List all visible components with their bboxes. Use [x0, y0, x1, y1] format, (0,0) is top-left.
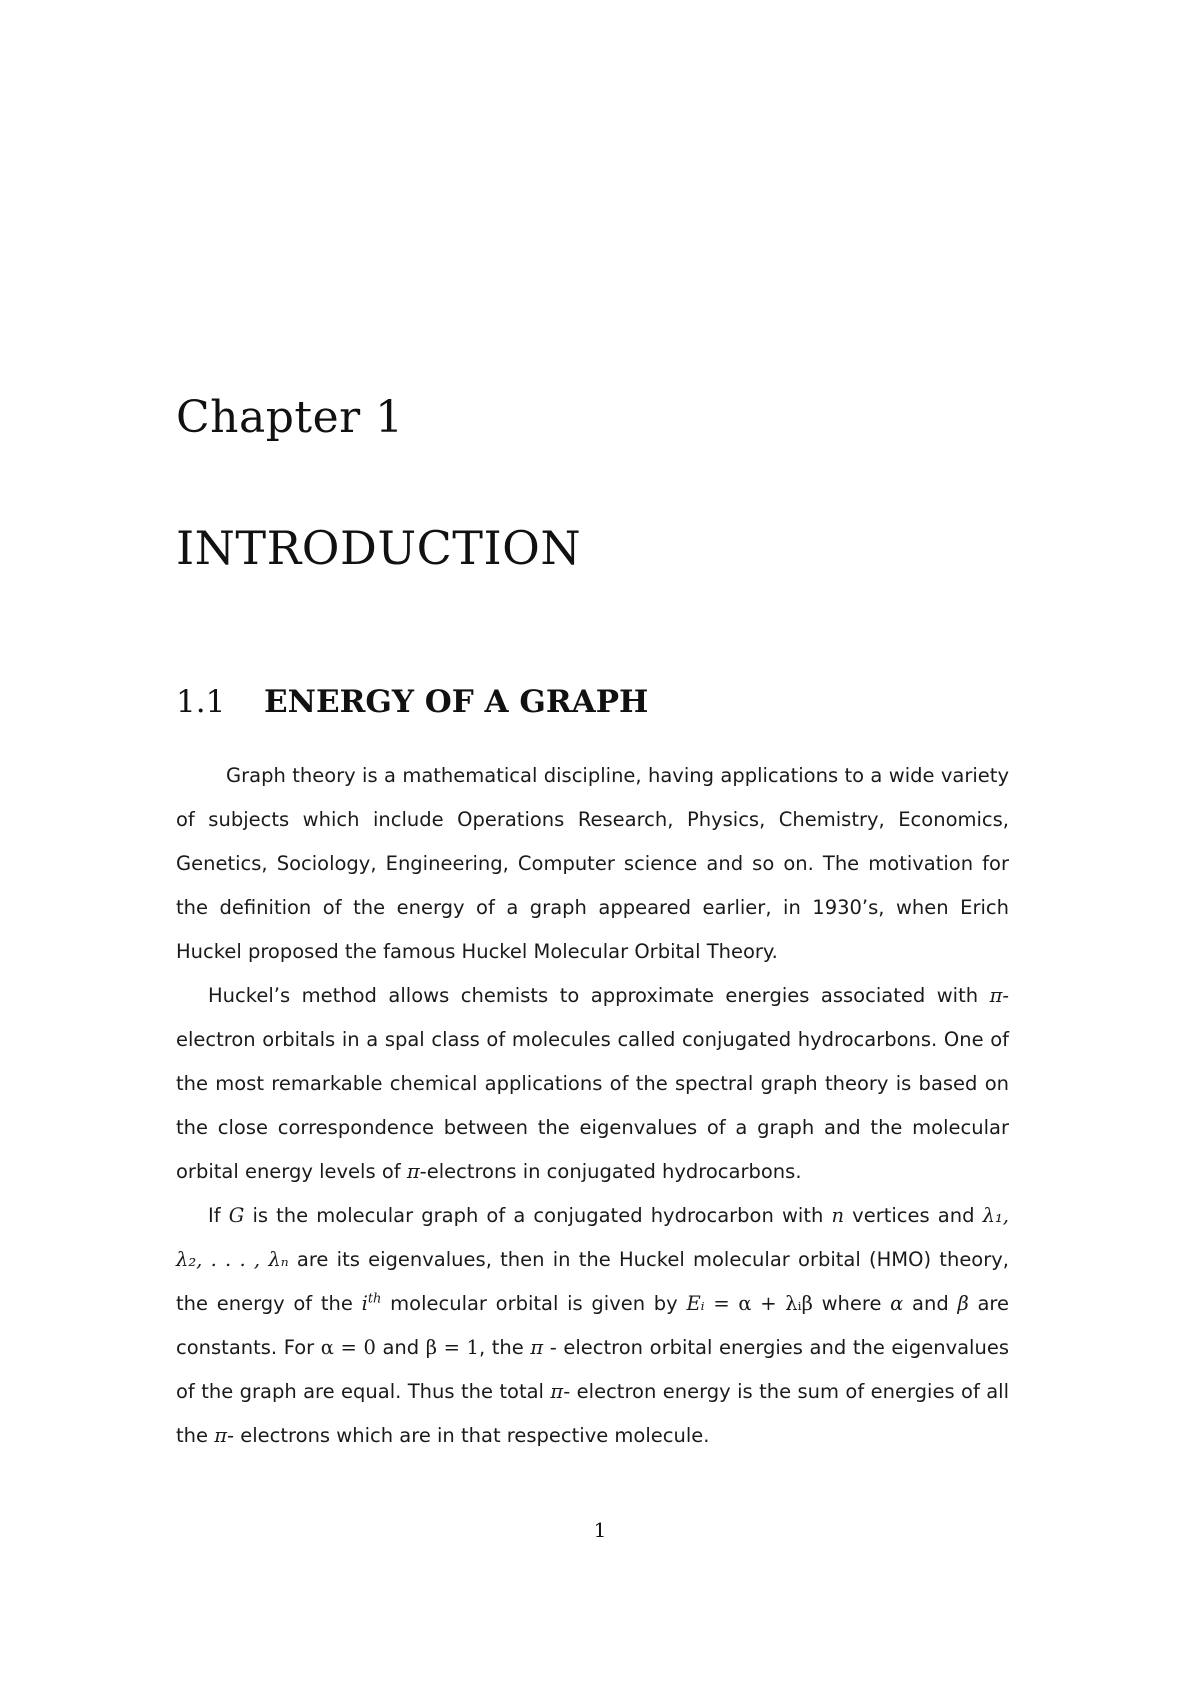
- paragraph-3-part-6: where: [812, 1292, 891, 1315]
- paragraph-2: [176, 974, 1009, 1194]
- vertex-count-symbol: n: [831, 1204, 845, 1227]
- beta-symbol: β: [957, 1292, 969, 1315]
- paragraph-3-part-12: - electron energy is the sum of energies of all the: [176, 1380, 1010, 1447]
- paragraph-3-part-5: molecular orbital is given by: [381, 1292, 687, 1315]
- paragraph-3-part-10: , the: [478, 1336, 531, 1359]
- paragraph-3-part-7: and: [903, 1292, 958, 1315]
- paragraph-2-part-2: electron orbitals in a spal class of molecules called conjugated hydrocarbons. One of the most remarkable chemical applications of the spectral graph theory is based on the close correspondence between the eigenvalues of a graph and the molecular orbital energy levels of: [176, 1028, 1009, 1183]
- paragraph-3-part-8: are constants. For: [176, 1292, 1009, 1359]
- beta-one-expression: β = 1: [425, 1336, 479, 1359]
- eigenvalue-list: λ₁, λ₂, . . . , λₙ: [176, 1204, 1009, 1271]
- paragraph-3-part-1: If: [208, 1204, 229, 1227]
- pi-symbol: π: [550, 1380, 564, 1403]
- paragraph-2-part-1: Huckel’s method allows chemists to approximate energies associated with: [208, 984, 990, 1007]
- pi-symbol: π-: [989, 984, 1009, 1007]
- section-heading: [176, 682, 648, 722]
- superscript-th: th: [367, 1291, 382, 1307]
- alpha-symbol: α: [890, 1292, 904, 1315]
- pi-symbol: π: [406, 1160, 420, 1183]
- paragraph-3-part-11: - electron orbital energies and the eigenvalues of the graph are equal. Thus the total: [176, 1336, 1009, 1403]
- paragraph-3-part-9: and: [375, 1336, 426, 1359]
- energy-symbol: Eᵢ: [686, 1292, 705, 1315]
- section-number: 1.1: [176, 684, 226, 720]
- pi-symbol: π: [530, 1336, 544, 1359]
- paragraph-3-part-2: is the molecular graph of a conjugated hydrocarbon with: [244, 1204, 832, 1227]
- alpha-zero-expression: α = 0: [320, 1336, 376, 1359]
- paragraph-2-part-3: -electrons in conjugated hydrocarbons.: [419, 1160, 802, 1183]
- graph-symbol: G: [228, 1204, 245, 1227]
- paragraph-3-part-3: vertices and: [844, 1204, 983, 1227]
- paragraph-3-part-13: - electrons which are in that respective molecule.: [227, 1424, 710, 1447]
- chapter-title: INTRODUCTION: [176, 521, 582, 575]
- energy-formula: = α + λᵢβ: [713, 1292, 813, 1315]
- section-title: ENERGY OF A GRAPH: [264, 684, 649, 720]
- index-symbol: i: [361, 1292, 368, 1315]
- page-number: 1: [593, 1518, 607, 1542]
- paragraph-3-part-4: are its eigenvalues, then in the Huckel molecular orbital (HMO) theory, the energy of the: [176, 1248, 1009, 1315]
- paragraph-1: Graph theory is a mathematical discipline, having applications to a wide variety of subjects which include Operations Research, Physics, Chemistry, Economics, Genetics, Sociology, Engineering, Computer science and so on. The motivation for the definition of the energy of a graph appeared earlier, in 1930’s, when Erich Huckel proposed the famous Huckel Molecular Orbital Theory.: [176, 764, 1009, 963]
- pi-symbol: π: [214, 1424, 228, 1447]
- chapter-label: Chapter 1: [176, 392, 404, 443]
- body-text: [176, 754, 1009, 1458]
- paragraph-3: [176, 1194, 1009, 1458]
